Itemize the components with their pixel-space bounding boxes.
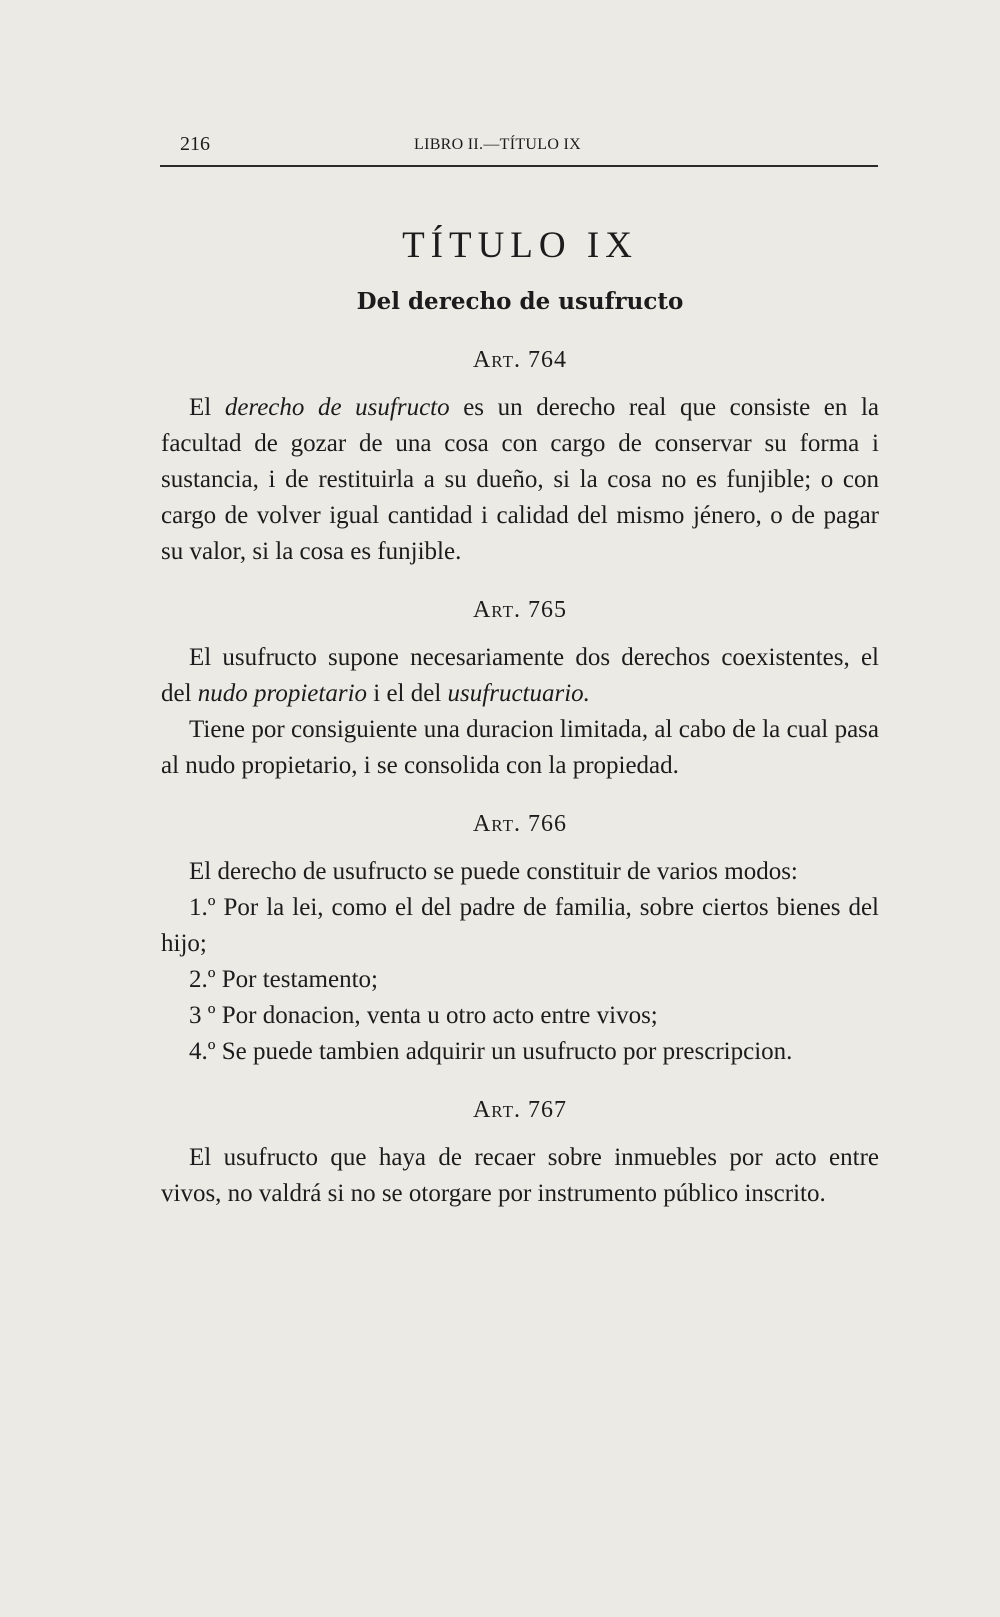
section-subtitle: Del derecho de usufructo [356, 288, 684, 315]
section-title: TÍTULO IX [402, 225, 638, 266]
paragraph-text: El usufructo que haya de recaer sobre inmuebles por acto entre vivos, no valdrá si no se otorgare por instrumento público inscrito. [161, 1144, 879, 1207]
italic-term: usufructuario. [447, 680, 590, 707]
article-heading: Art. 764 [472, 347, 568, 373]
list-item [161, 1034, 879, 1070]
article-paragraph [161, 712, 879, 784]
paragraph-text: i el del [367, 680, 448, 707]
list-item [161, 998, 879, 1034]
paragraph-text: El usufructo supone necesariamente dos derechos coexistentes, el del [161, 644, 879, 707]
article-paragraph [161, 640, 879, 712]
paragraph-text: El derecho de usufructo se puede constituir de varios modos: [189, 858, 798, 885]
paragraph-text: 4.º Se puede tambien adquirir un usufructo por prescripcion. [189, 1038, 793, 1065]
paragraph-text: 1.º Por la lei, como el del padre de familia, sobre ciertos bienes del hijo; [161, 894, 879, 957]
page-header [160, 133, 878, 167]
paragraph-text: es un derecho real que consiste en la facultad de gozar de una cosa con cargo de conservar su forma i sustancia, i de restituirla a su dueño, si la cosa no es funjible; o con cargo de volver igual cantidad i calidad del mismo jénero, o de pagar su valor, si la cosa es funjible. [161, 394, 879, 565]
article-heading: Art. 765 [472, 597, 568, 623]
page-number: 216 [180, 133, 210, 155]
article-heading: Art. 767 [472, 1097, 568, 1123]
article-paragraph [161, 1140, 879, 1212]
paragraph-text: El [189, 394, 225, 421]
running-head: LIBRO II.—TÍTULO IX [414, 136, 581, 153]
article-paragraph [161, 854, 879, 890]
main-text [161, 220, 879, 1212]
paragraph-text: 2.º Por testamento; [189, 966, 378, 993]
italic-term: derecho de usufructo [224, 394, 450, 421]
paragraph-text: 3 º Por donacion, venta u otro acto entre vivos; [189, 1002, 658, 1029]
article-heading: Art. 766 [472, 811, 568, 837]
paragraph-text: Tiene por consiguiente una duracion limitada, al cabo de la cual pasa al nudo propietario, i se consolida con la propiedad. [161, 716, 879, 779]
list-item [161, 890, 879, 962]
list-item [161, 962, 879, 998]
article-paragraph [161, 390, 879, 570]
italic-term: nudo propietario [197, 680, 368, 707]
